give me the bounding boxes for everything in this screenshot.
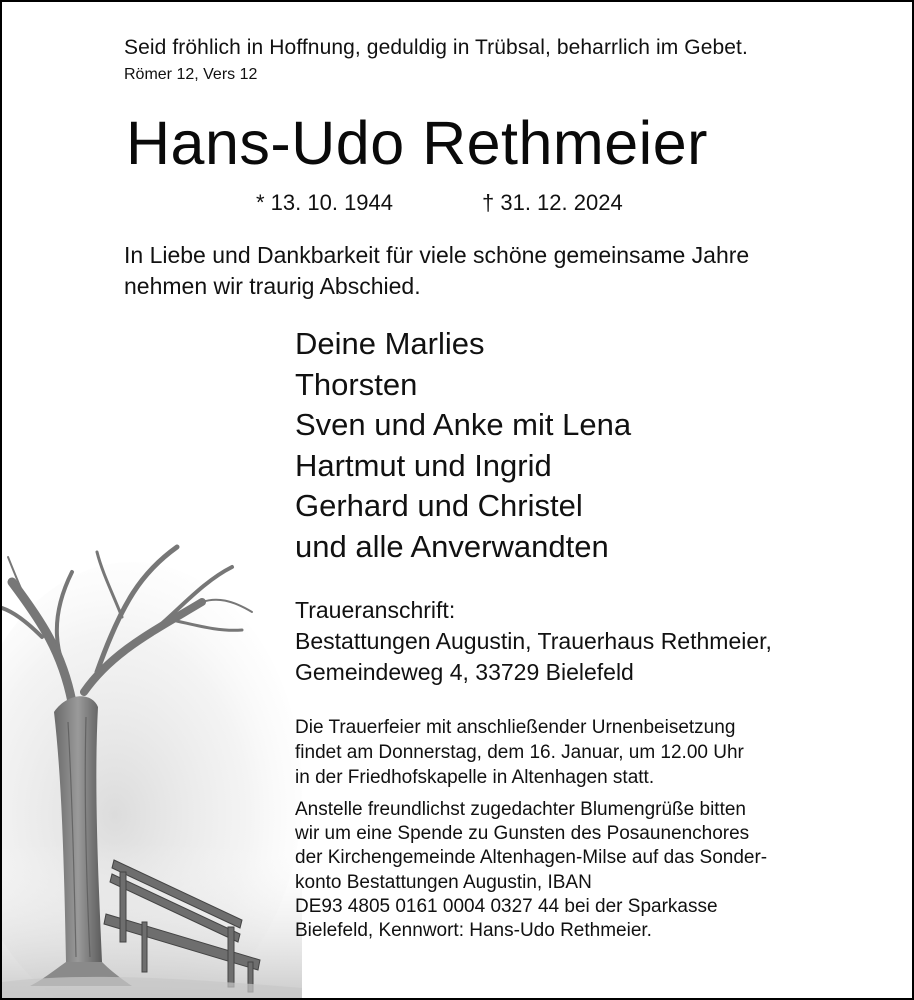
deceased-name: Hans-Udo Rethmeier [126,109,708,177]
birth-date: * 13. 10. 1944 [256,190,394,215]
mourner-line: Deine Marlies [295,326,485,361]
mourner-line: Sven und Anke mit Lena [295,407,632,442]
mourner-line: Gerhard und Christel [295,488,583,523]
bible-reference: Römer 12, Vers 12 [124,66,258,83]
tree-and-bench-icon [2,542,302,998]
mourning-address [295,595,772,688]
funeral-line: findet am Donnerstag, dem 16. Januar, um 12.00 Uhr [295,742,744,763]
address-line: Traueranschrift: [295,597,456,623]
mourner-line: Hartmut und Ingrid [295,447,552,483]
farewell-text [124,240,749,302]
donation-line: konto Bestattungen Augustin, IBAN [295,871,592,893]
address-line: Bestattungen Augustin, Trauerhaus Rethmeier, [295,628,772,654]
mourner-line: und alle Anverwandten [295,528,609,564]
farewell-line: In Liebe und Dankbarkeit für viele schöne gemeinsame Jahre [124,242,750,268]
bible-quote: Seid fröhlich in Hoffnung, geduldig in Trübsal, beharrlich im Gebet. [124,36,748,59]
donation-line: Bielefeld, Kennwort: Hans-Udo Rethmeier. [295,920,652,942]
donation-line: der Kirchengemeinde Altenhagen-Milse auf das Sonder- [295,847,768,869]
donation-line: Anstelle freundlichst zugedachter Blumengrüße bitten [295,799,746,820]
farewell-line: nehmen wir traurig Abschied. [124,273,421,299]
mourners-list [295,324,631,567]
donation-info [295,798,767,943]
funeral-info [295,715,744,790]
address-line: Gemeindeweg 4, 33729 Bielefeld [295,659,634,685]
mourner-line: Thorsten [295,366,418,402]
donation-line: DE93 4805 0161 0004 0327 44 bei der Sparkasse [295,895,718,917]
funeral-line: in der Friedhofskapelle in Altenhagen statt. [295,767,655,788]
death-date: † 31. 12. 2024 [482,190,623,215]
donation-line: wir um eine Spende zu Gunsten des Posaunenchores [295,823,750,845]
funeral-line: Die Trauerfeier mit anschließender Urnenbeisetzung [295,717,736,738]
